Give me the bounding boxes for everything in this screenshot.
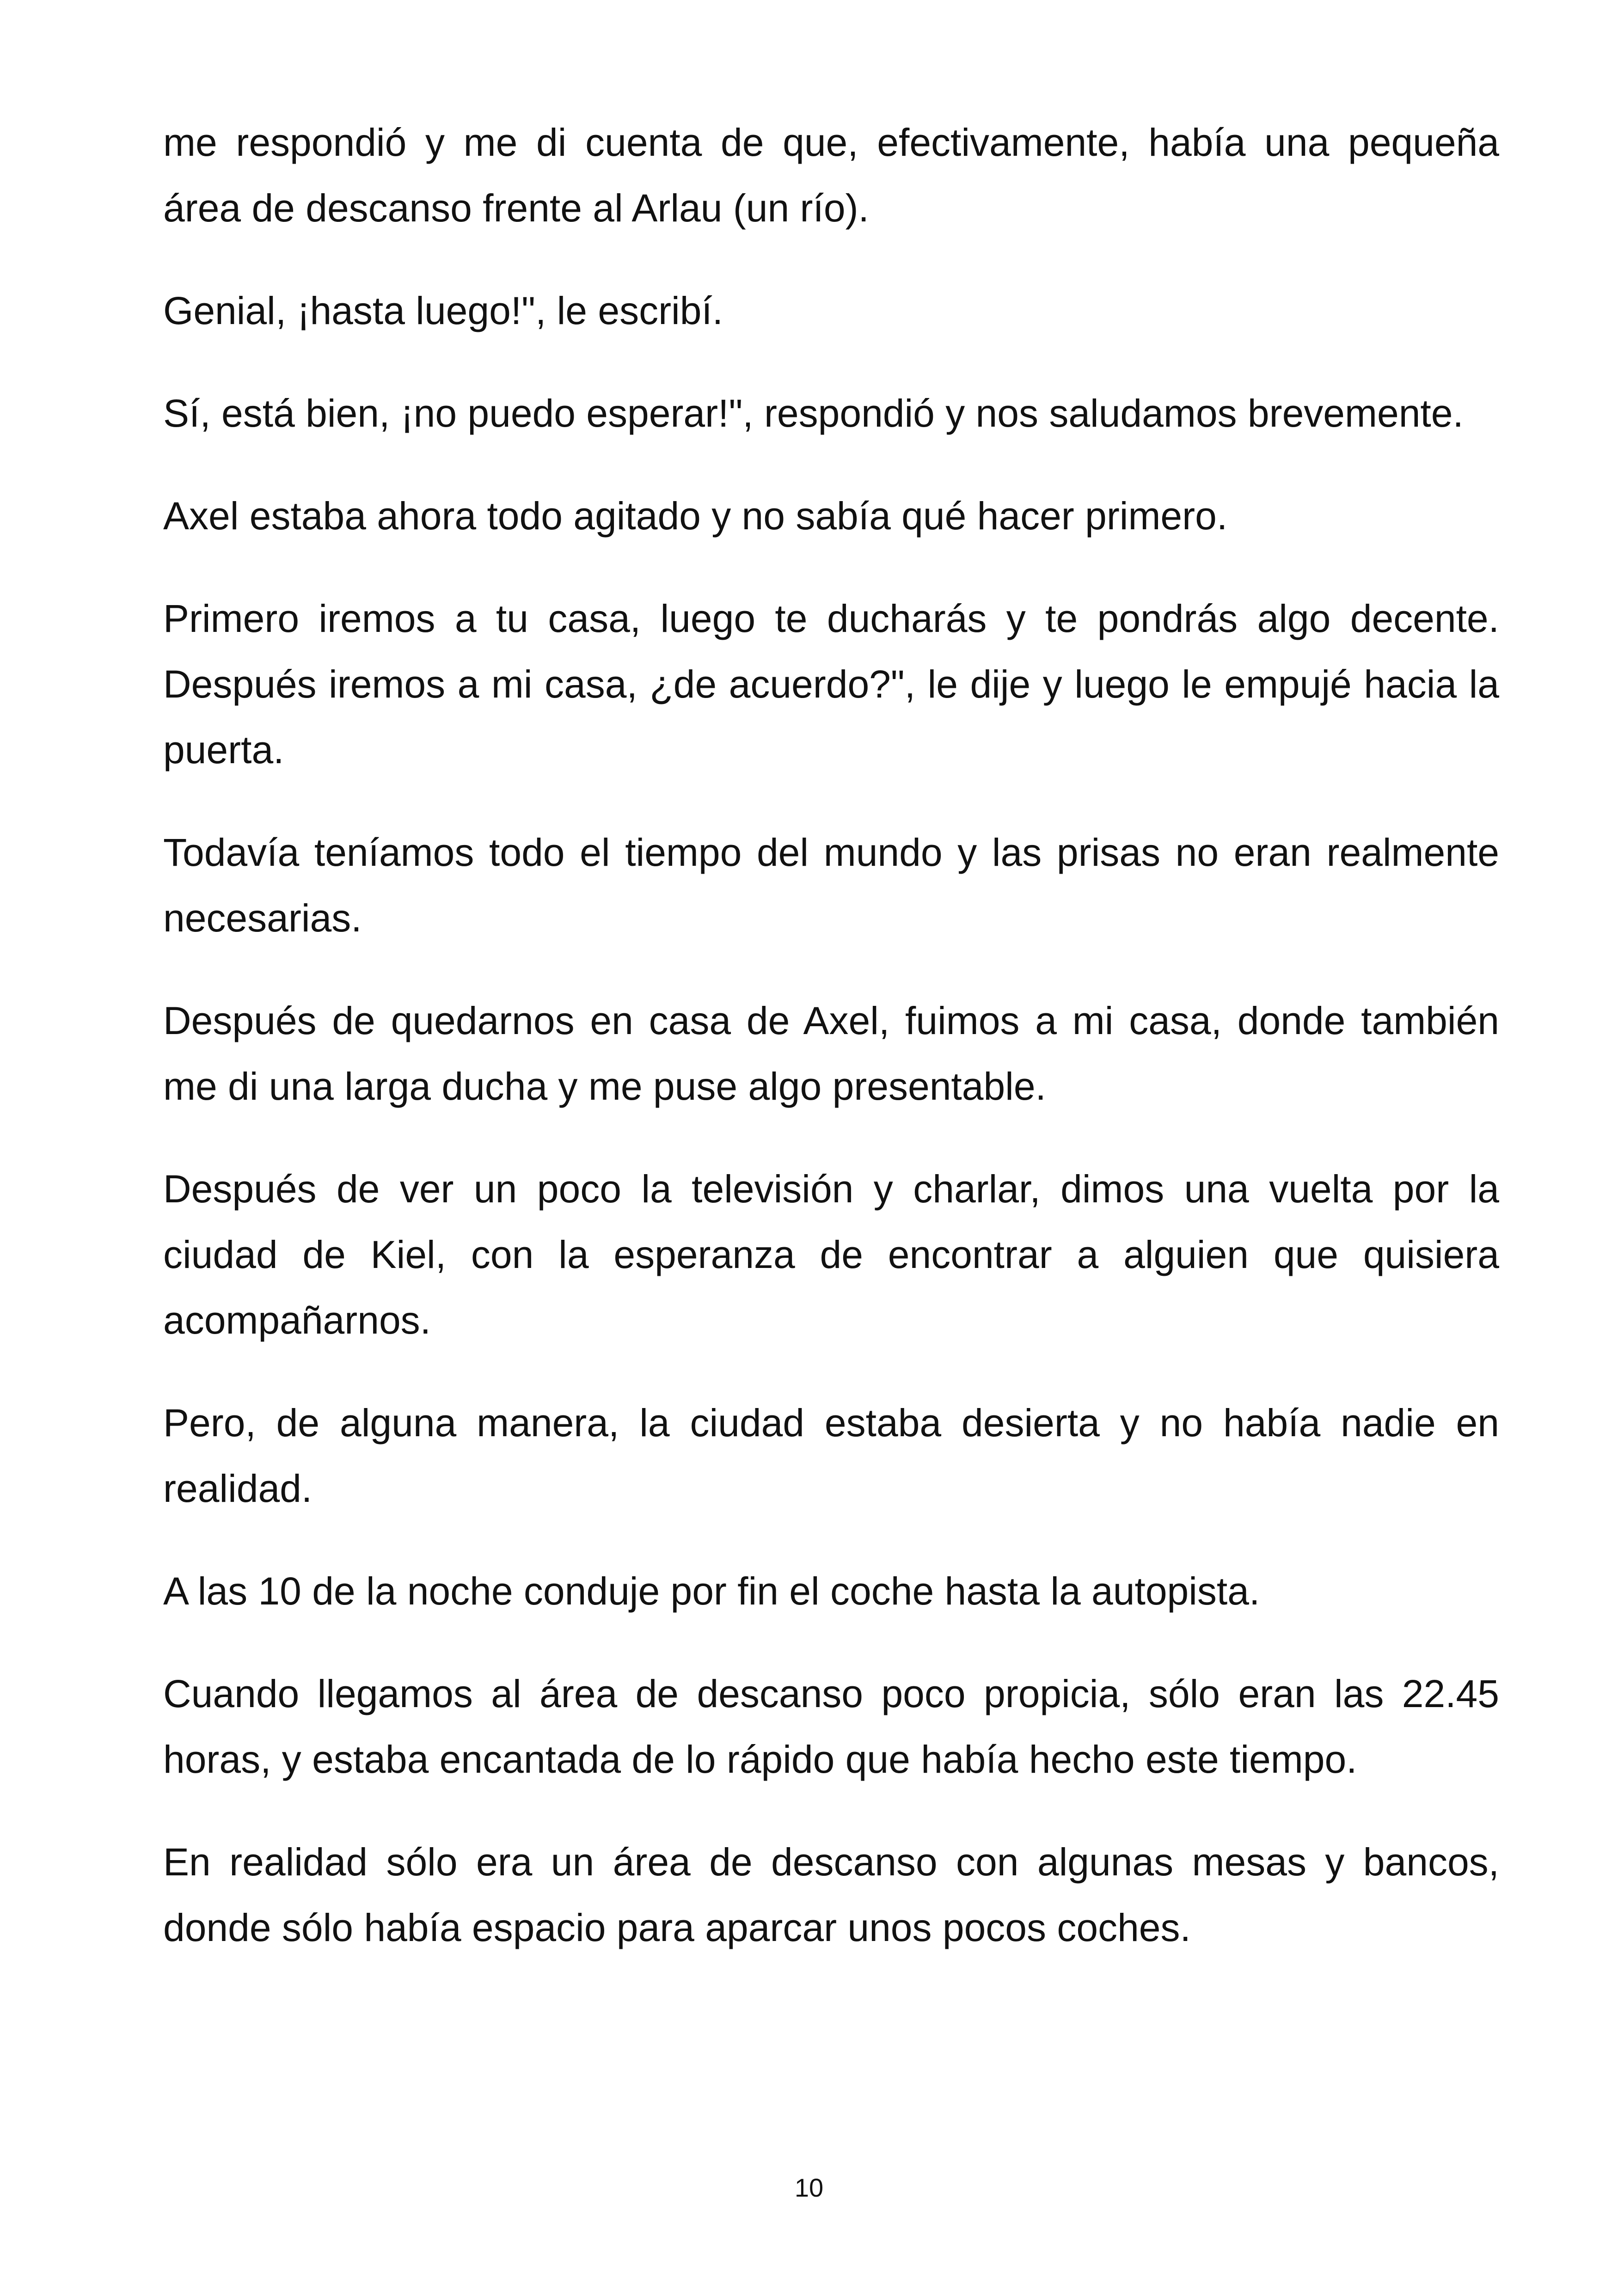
paragraph: Cuando llegamos al área de descanso poco propicia, sólo eran las 22.45 horas, y estaba encantada de lo rápido que había hecho este tiempo. — [163, 1672, 1499, 1781]
paragraph: Genial, ¡hasta luego!", le escribí. — [163, 289, 723, 332]
paragraph: Después de ver un poco la televisión y charlar, dimos una vuelta por la ciudad de Kiel, con la esperanza de encontrar a alguien que quisiera acompañarnos. — [163, 1167, 1499, 1342]
paragraph: Pero, de alguna manera, la ciudad estaba desierta y no había nadie en realidad. — [163, 1401, 1499, 1510]
body-text — [163, 110, 1499, 1997]
paragraph: Todavía teníamos todo el tiempo del mundo y las prisas no eran realmente necesarias. — [163, 831, 1499, 940]
page-number: 10 — [794, 2173, 824, 2202]
paragraph: Axel estaba ahora todo agitado y no sabía qué hacer primero. — [163, 494, 1228, 538]
paragraph: A las 10 de la noche conduje por fin el coche hasta la autopista. — [163, 1569, 1260, 1613]
paragraph: Sí, está bien, ¡no puedo esperar!", respondió y nos saludamos brevemente. — [163, 392, 1464, 435]
paragraph: Después de quedarnos en casa de Axel, fuimos a mi casa, donde también me di una larga ducha y me puse algo presentable. — [163, 999, 1499, 1108]
paragraph: Primero iremos a tu casa, luego te ducharás y te pondrás algo decente. Después iremos a mi casa, ¿de acuerdo?", le dije y luego le empujé hacia la puerta. — [163, 597, 1499, 771]
paragraph: me respondió y me di cuenta de que, efectivamente, había una pequeña área de descanso frente al Arlau (un río). — [163, 121, 1499, 230]
paragraph: En realidad sólo era un área de descanso con algunas mesas y bancos, donde sólo había espacio para aparcar unos pocos coches. — [163, 1840, 1499, 1949]
